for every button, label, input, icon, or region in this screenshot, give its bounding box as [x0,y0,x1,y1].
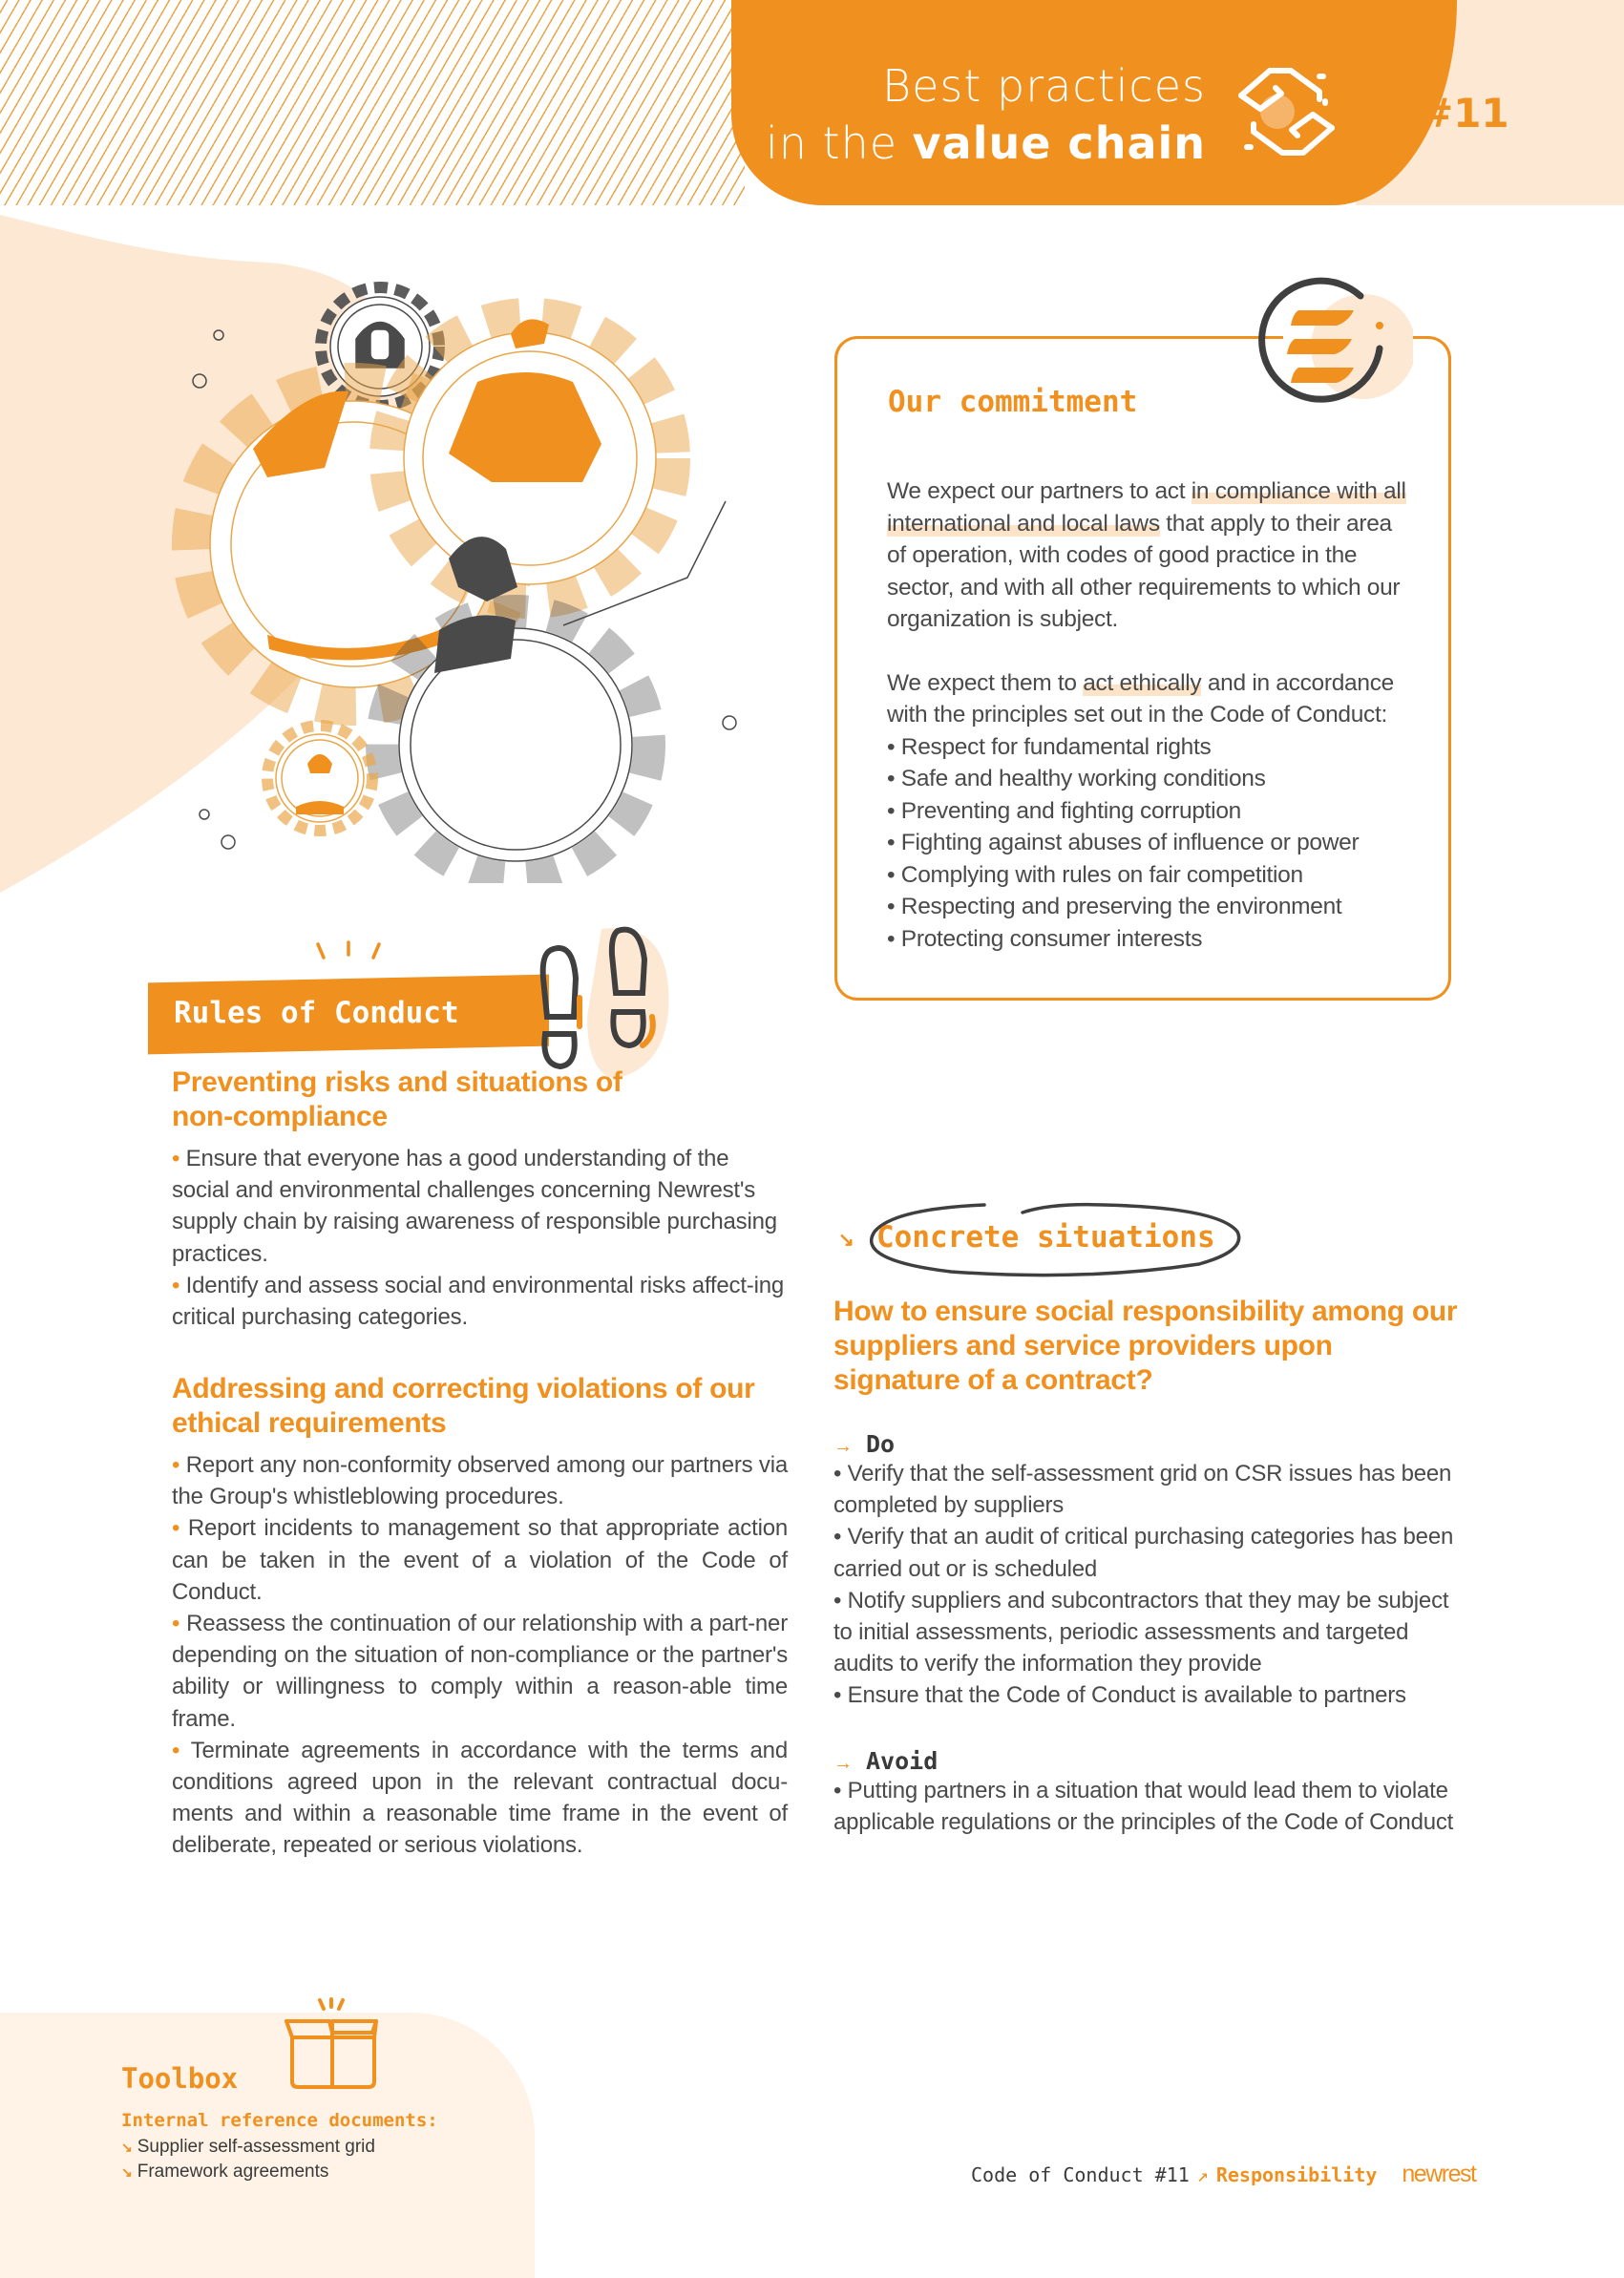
list-item: • Verify that the self-assessment grid on CSR issues has been completed by suppliers [833,1458,1454,1521]
arrow-down-right-icon: ↘ [121,2140,133,2155]
avoid-label: Avoid [866,1747,939,1775]
footer-doc-label: Code of Conduct #11 [971,2163,1190,2186]
bullet-icon: • [172,1146,180,1171]
page-title-line1: Best practices [881,60,1206,112]
footer-section: Responsibility [1215,2163,1378,2186]
rules-title: Rules of Conduct [174,996,459,1030]
highlight: in compliance with all international and local laws [887,478,1406,537]
do-header [833,1430,1454,1458]
commitment-paragraph-1: We expect our partners to act in compliance with all international and local laws that apply to their area of operation, with codes of good practice in the sector, and with all other requirements to which our organization is subject. [887,478,1406,632]
highlight: act ethically [1083,669,1202,696]
arrow-down-right-icon: ↘ [121,2164,133,2180]
bullet-icon: • [172,1515,180,1542]
arrow-right-icon: → [833,1753,853,1774]
spark-rays-icon [310,939,387,967]
do-block [833,1430,1454,1712]
toolbox-title: Toolbox [121,2062,239,2095]
section-heading-prevent: Preventing risks and situations of non-compliance [172,1066,622,1132]
deco-circle [214,330,223,340]
deco-circle [193,374,206,388]
avoid-header [833,1747,1454,1775]
newrest-smile-logo-icon [1241,272,1413,425]
bullet-icon: • [172,1737,180,1763]
bullet-icon: • [172,1452,180,1478]
header-hatch-pattern [0,0,745,205]
commitment-title: Our commitment [888,385,1138,419]
open-box-icon [277,1997,387,2093]
deco-circle [723,716,736,729]
list-item: • Verify that an audit of critical purchasing categories has been carried out or is scheduled [833,1521,1454,1584]
toolbox-link[interactable]: ↘ Framework agreements [121,2162,329,2182]
concrete-title: Concrete situations [876,1220,1215,1255]
list-item: • Terminate agreements in accordance with the terms and conditions agreed upon in the relevant contractual docu-ments and within a reasonable time frame in the event of deliberate, repeated or serious violations. [172,1737,788,1859]
principles-list [887,731,1407,956]
toolbox-link[interactable]: ↘ Supplier self-assessment grid [121,2137,375,2157]
list-item: • Putting partners in a situation that would lead them to violate applicable regulations or the principles of the Code of Conduct [833,1775,1454,1838]
page-title-prefix: in the [766,117,913,169]
commitment-box-border [834,336,1283,359]
do-list [833,1458,1454,1712]
section-body-prevent [172,1143,788,1333]
toolbox-list [121,2135,375,2184]
section-body-address [172,1449,788,1862]
page-title-bold: value chain [912,117,1206,169]
list-item: • Respecting and preserving the environment [887,891,1407,923]
deco-circle [221,835,235,849]
avoid-block [833,1747,1454,1838]
bullet-icon: • [172,1272,180,1298]
list-item: • Ensure that everyone has a good understanding of the social and environmental challenges concerning Newrest's supply chain by raising awareness of responsible purchasing practices. [172,1146,777,1267]
footprints-icon [530,921,673,1088]
list-item: • Reassess the continuation of our relationship with a part-ner depending on the situation of non-compliance or the partner's ability or willingness to comply within a reason-able time frame. [172,1611,788,1732]
list-item: • Ensure that the Code of Conduct is available to partners [833,1679,1454,1711]
list-item: • Protecting consumer interests [887,923,1407,956]
list-item: • Respect for fundamental rights [887,731,1407,764]
do-label: Do [866,1430,896,1458]
arrow-down-right-icon: ↘ [838,1230,854,1251]
footer [971,2161,1475,2188]
deco-circle [200,810,209,819]
gear-avatar-man [267,726,372,831]
page-number: #11 [1420,90,1509,137]
section-heading-address: Addressing and correcting violations of our ethical requirements [172,1373,755,1439]
list-item: • Safe and healthy working conditions [887,763,1407,795]
page-title [766,57,1206,172]
arrow-up-right-icon: ↗ [1196,2163,1209,2186]
people-in-gears-illustration [162,272,745,883]
list-item: • Preventing and fighting corruption [887,795,1407,828]
list-item: • Notify suppliers and subcontractors that they may be subject to initial assessments, periodic assessments and targeted audits to verify the information they provide [833,1585,1454,1680]
arrow-right-icon: → [833,1436,853,1457]
list-item: • Identify and assess social and environmental risks affect-ing critical purchasing categories. [172,1272,785,1331]
bullet-icon: • [172,1611,180,1637]
handshake-hands-icon [1232,59,1341,164]
list-item: • Report incidents to management so that appropriate action can be taken in the event of a violation of the Code of Conduct. [172,1515,788,1605]
toolbox-subtitle: Internal reference documents: [121,2110,438,2131]
list-item: • Complying with rules on fair competition [887,859,1407,892]
commitment-body [887,475,1407,955]
list-item: • Report any non-conformity observed among our partners via the Group's whistleblowing procedures. [172,1452,789,1510]
page-title-line2 [766,115,1206,172]
commitment-paragraph-2: We expect them to act ethically and in accordance with the principles set out in the Code of Conduct: [887,669,1394,728]
concrete-question: How to ensure social responsibility among our suppliers and service providers upon signature of a contract? [833,1296,1458,1396]
avoid-list [833,1775,1454,1838]
list-item: • Fighting against abuses of influence or power [887,827,1407,859]
brand-logo: newrest [1402,2161,1476,2187]
